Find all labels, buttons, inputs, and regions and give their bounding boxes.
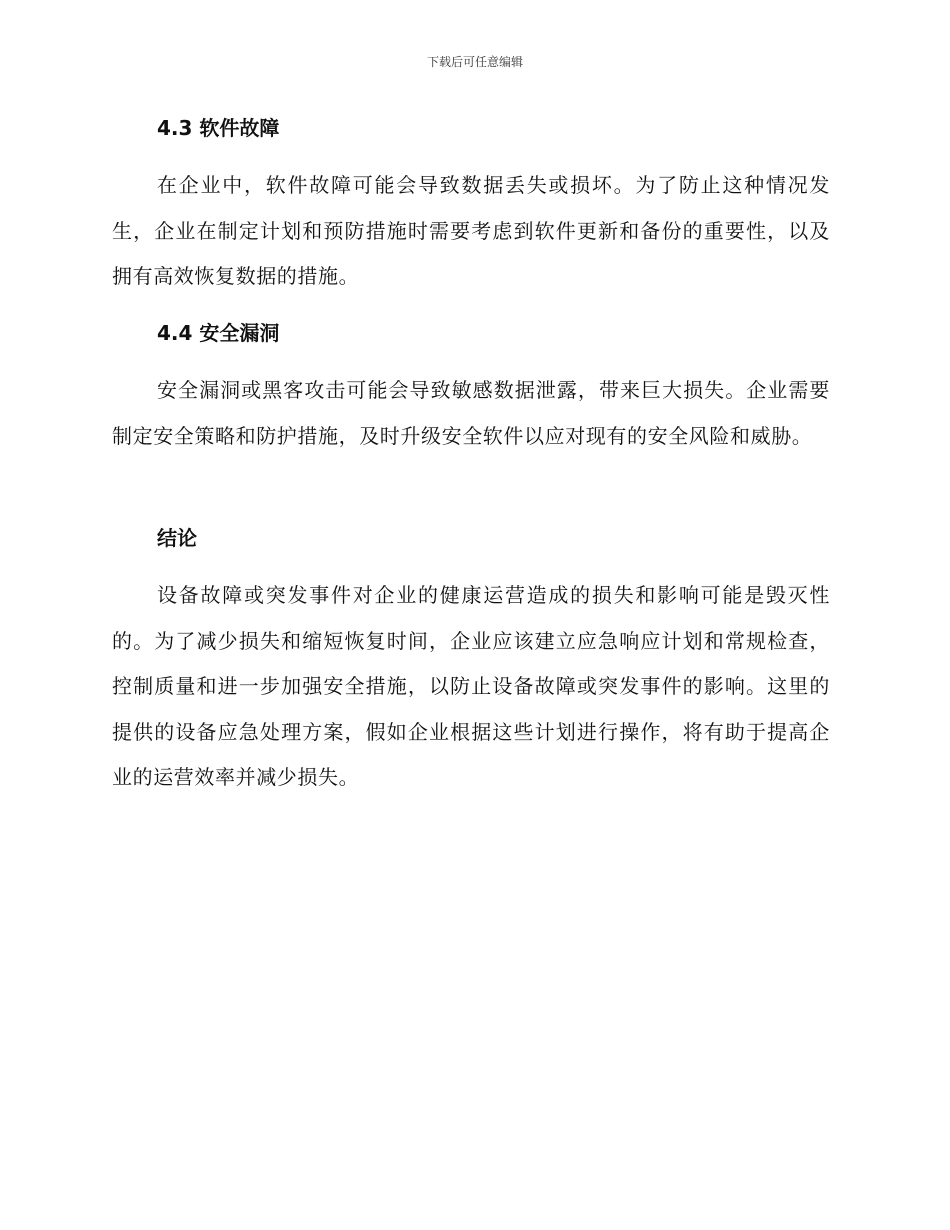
- section-heading-conclusion: 结论: [157, 526, 197, 550]
- page-header: 下载后可任意编辑: [426, 55, 523, 69]
- section-paragraph-conclusion: 设备故障或突发事件对企业的健康运营造成的损失和影响可能是毁灭性的。为了减少损失和缩短恢复时间，企业应该建立应急响应计划和常规检查，控制质量和进一步加强安全措施，以防止设备故障或突发事件的影响。这里的提供的设备应急处理方案，假如企业根据这些计划进行操作，将有助于提高企业的运营效率并减少损失。: [112, 583, 830, 789]
- section-paragraph-security-vulnerability: 安全漏洞或黑客攻击可能会导致敏感数据泄露，带来巨大损失。企业需要制定安全策略和防护措施，及时升级安全软件以应对现有的安全风险和威胁。: [112, 378, 830, 448]
- section-paragraph-software-failure: 在企业中，软件故障可能会导致数据丢失或损坏。为了防止这种情况发生，企业在制定计划和预防措施时需要考虑到软件更新和备份的重要性，以及拥有高效恢复数据的措施。: [112, 173, 830, 288]
- section-heading-security-vulnerability: 4.4 安全漏洞: [157, 321, 280, 345]
- section-heading-software-failure: 4.3 软件故障: [157, 116, 280, 140]
